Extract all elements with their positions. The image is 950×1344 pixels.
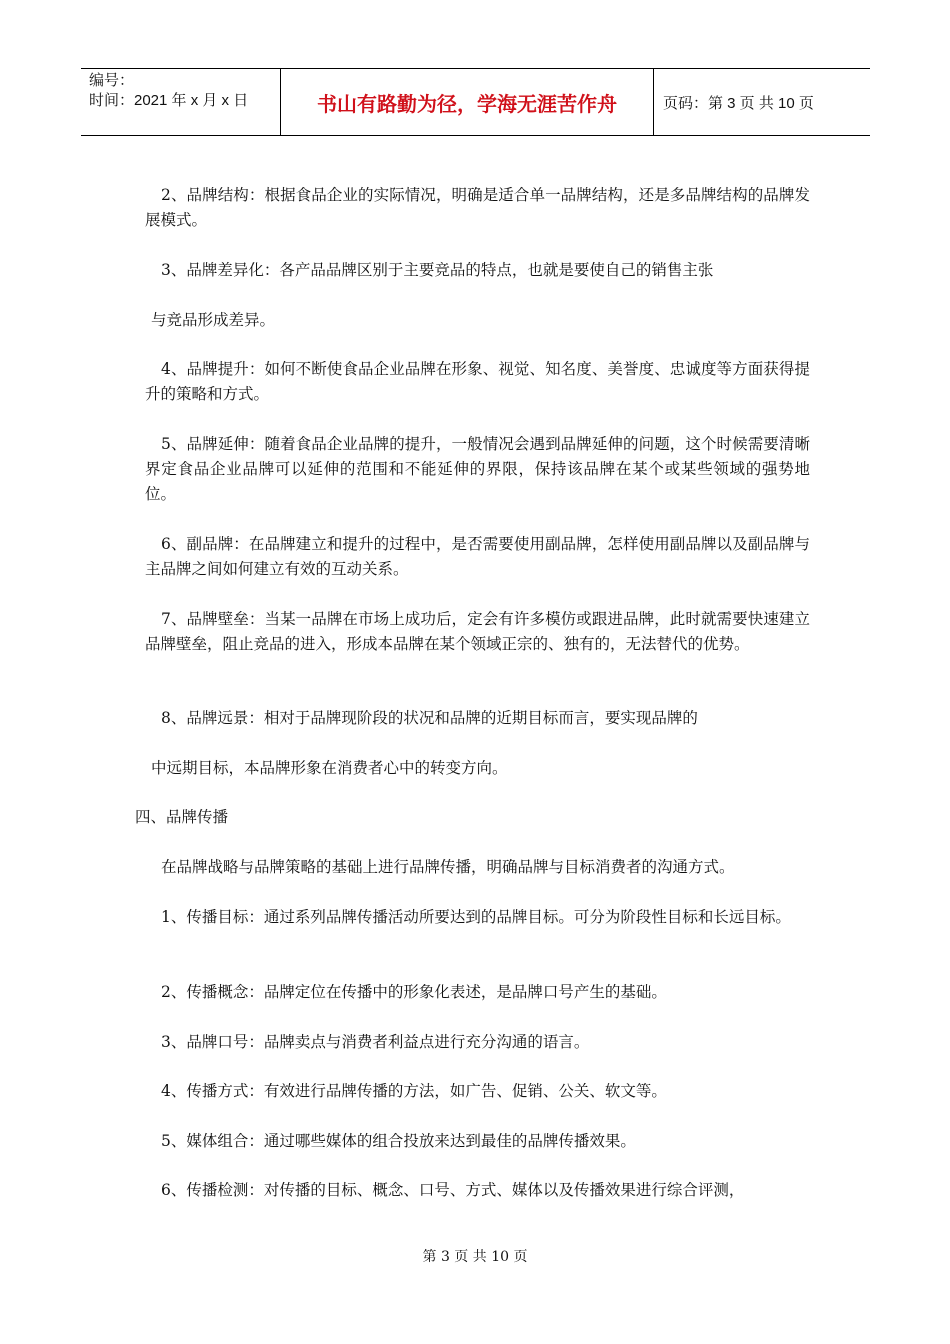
header-motto-cell (281, 69, 654, 135)
header-motto: 书山有路勤为径，学海无涯苦作舟 (317, 91, 617, 116)
paragraph: 8、品牌远景：相对于品牌现阶段的状况和品牌的近期目标而言，要实现品牌的 (161, 709, 698, 727)
paragraph: 中远期目标，本品牌形象在消费者心中的转变方向。 (151, 759, 508, 777)
paragraph: 3、品牌口号：品牌卖点与消费者利益点进行充分沟通的语言。 (161, 1033, 590, 1051)
paragraph: 6、副品牌：在品牌建立和提升的过程中，是否需要使用副品牌，怎样使用副品牌以及副品牌与主品牌之间如何建立有效的互动关系。 (145, 535, 810, 578)
paragraph: 7、品牌壁垒：当某一品牌在市场上成功后，定会有许多模仿或跟进品牌，此时就需要快速建立品牌壁垒，阻止竞品的进入，形成本品牌在某个领域正宗的、独有的，无法替代的优势。 (145, 610, 810, 653)
paragraph: 5、品牌延伸：随着食品企业品牌的提升，一般情况会遇到品牌延伸的问题，这个时候需要清晰界定食品企业品牌可以延伸的范围和不能延伸的界限，保持该品牌在某个或某些领域的强势地位。 (145, 435, 810, 503)
paragraph: 5、媒体组合：通过哪些媒体的组合投放来达到最佳的品牌传播效果。 (161, 1132, 636, 1150)
header-page-cell (654, 69, 870, 135)
paragraph: 与竞品形成差异。 (151, 311, 276, 329)
header-page-number: 页码：第 3 页 共 10 页 (663, 94, 814, 112)
section-heading: 四、品牌传播 (135, 808, 229, 826)
header-meta-cell (81, 69, 281, 135)
paragraph: 1、传播目标：通过系列品牌传播活动所要达到的品牌目标。可分为阶段性目标和长远目标。 (161, 908, 791, 926)
paragraph: 在品牌战略与品牌策略的基础上进行品牌传播，明确品牌与目标消费者的沟通方式。 (161, 858, 735, 876)
paragraph: 3、品牌差异化：各产品品牌区别于主要竞品的特点，也就是要使自己的销售主张 (161, 261, 714, 279)
paragraph: 2、传播概念：品牌定位在传播中的形象化表述，是品牌口号产生的基础。 (161, 983, 667, 1001)
paragraph: 4、品牌提升：如何不断使食品企业品牌在形象、视觉、知名度、美誉度、忠诚度等方面获得提升的策略和方式。 (145, 360, 810, 403)
paragraph: 6、传播检测：对传播的目标、概念、口号、方式、媒体以及传播效果进行综合评测， (161, 1181, 745, 1199)
footer-page-number: 第 3 页 共 10 页 (422, 1249, 528, 1265)
document-header (81, 68, 870, 136)
document-time-label: 时间：2021 年 x 月 x 日 (89, 92, 249, 109)
paragraph: 2、品牌结构：根据食品企业的实际情况，明确是适合单一品牌结构，还是多品牌结构的品牌发展模式。 (145, 186, 810, 229)
page-footer (0, 1246, 950, 1266)
paragraph: 4、传播方式：有效进行品牌传播的方法，如广告、促销、公关、软文等。 (161, 1082, 667, 1100)
document-number-label: 编号： (89, 72, 135, 89)
